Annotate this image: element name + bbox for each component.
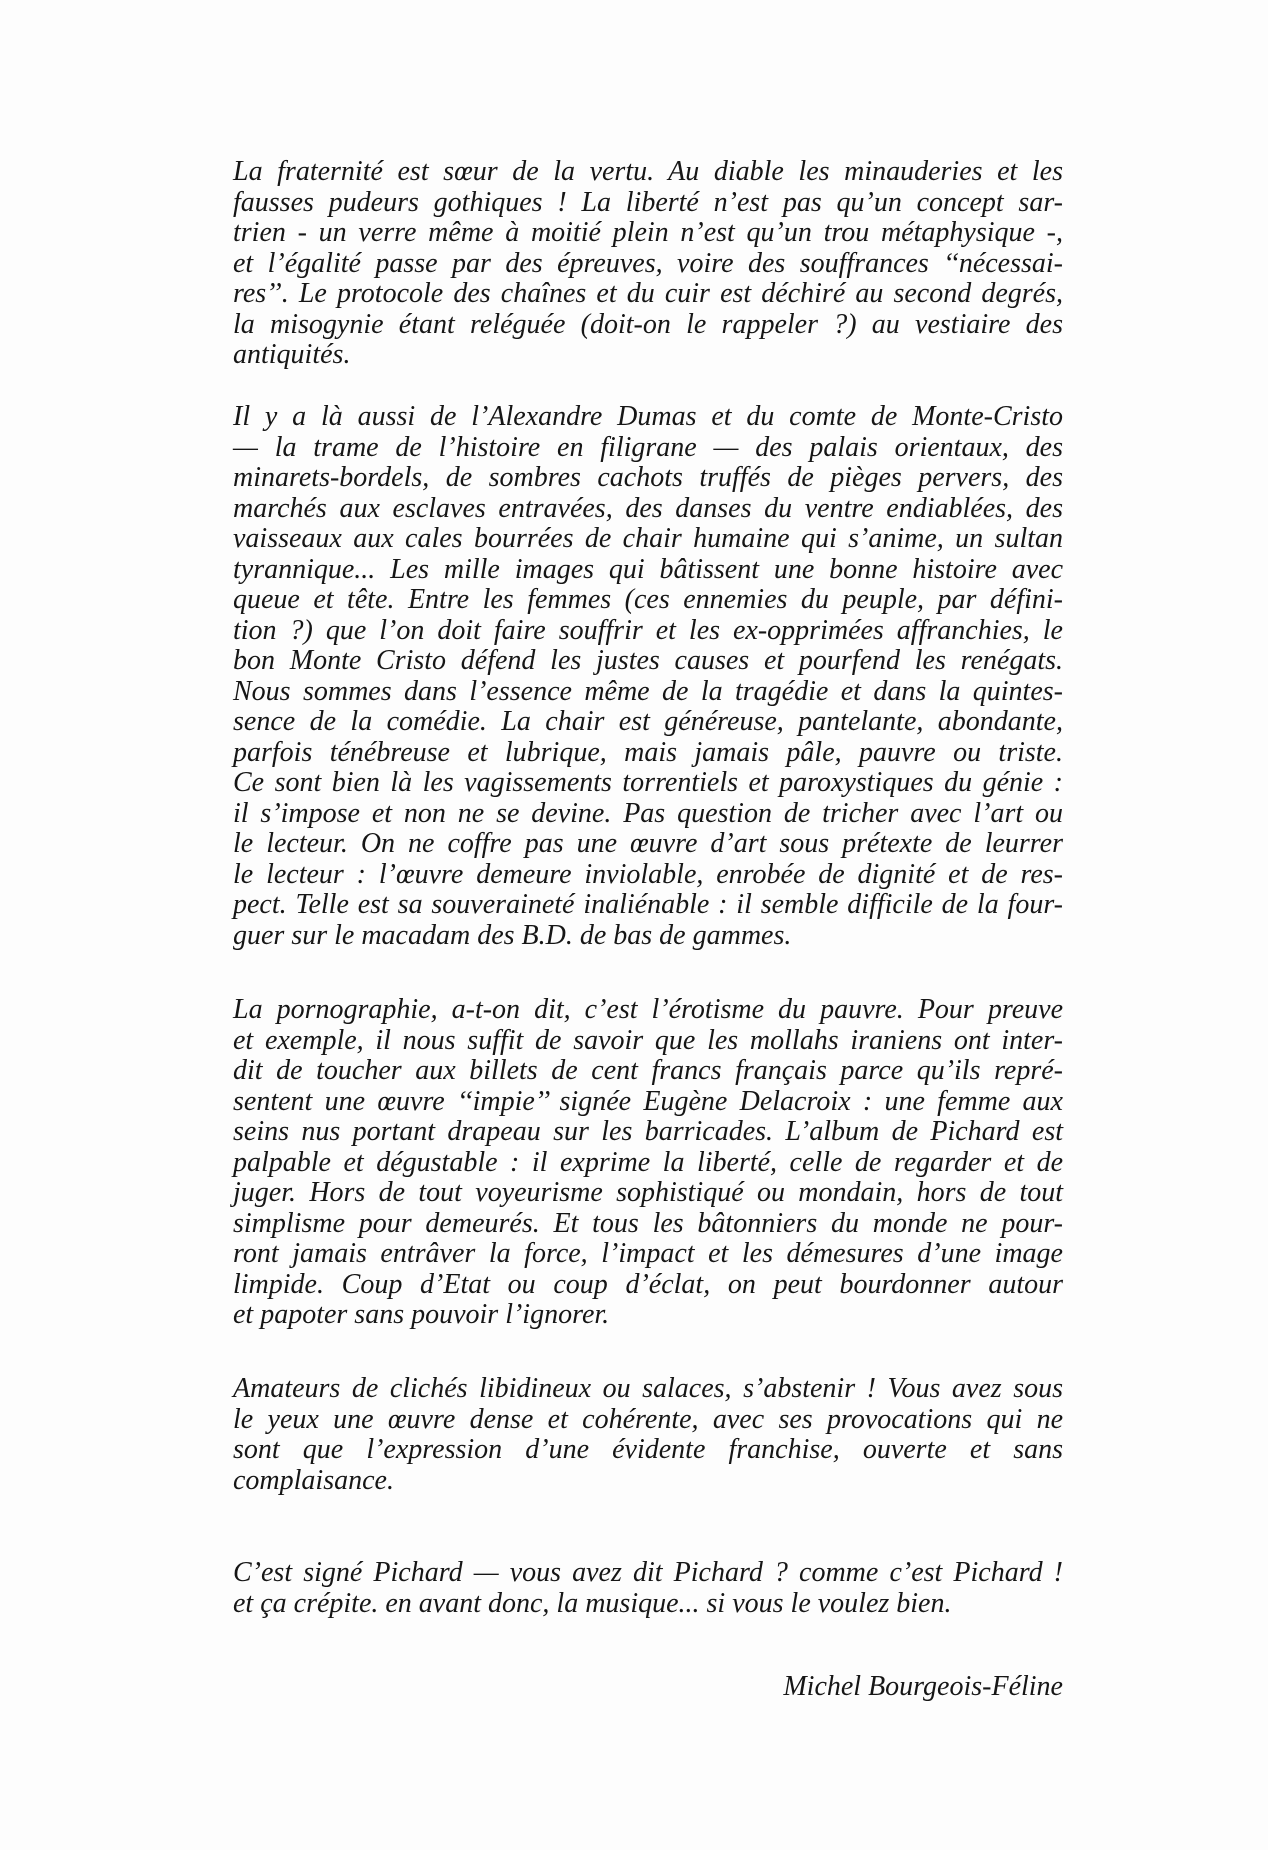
text-line: antiquités. bbox=[233, 339, 351, 370]
paragraph-amateurs bbox=[233, 1374, 1063, 1496]
text-line: — la trame de l’histoire en filigrane — des palais orientaux, des bbox=[233, 431, 1063, 463]
paragraph-pornographie bbox=[233, 995, 1063, 1331]
text-line: le yeux une œuvre dense et cohérente, avec ses provocations qui ne bbox=[233, 1403, 1063, 1435]
text-line: la misogynie étant reléguée (doit-on le rappeler ?) au vestiaire des bbox=[233, 308, 1063, 340]
text-line: fausses pudeurs gothiques ! La liberté n’est pas qu’un concept sar- bbox=[233, 186, 1063, 218]
text-line: Amateurs de clichés libidineux ou salaces, s’abstenir ! Vous avez sous bbox=[233, 1373, 1063, 1404]
text-line: complaisance. bbox=[233, 1464, 394, 1496]
text-line: res’’. Le protocole des chaînes et du cuir est déchiré au second degrés, bbox=[233, 278, 1063, 309]
text-line: limpide. Coup d’Etat ou coup d’éclat, on peut bourdonner autour bbox=[233, 1268, 1063, 1300]
text-line: et exemple, il nous suffit de savoir que les mollahs iraniens ont inter- bbox=[233, 1024, 1063, 1056]
text-line: bon Monte Cristo défend les justes causes et pourfend les renégats. bbox=[233, 645, 1063, 676]
text-line: simplisme pour demeurés. Et tous les bâtonniers du monde ne pour- bbox=[233, 1207, 1063, 1239]
text-line: parfois ténébreuse et lubrique, mais jamais pâle, pauvre ou triste. bbox=[233, 736, 1063, 768]
text-line: il s’impose et non ne se devine. Pas question de tricher avec l’art ou bbox=[233, 797, 1063, 829]
text-line: dit de toucher aux billets de cent francs français parce qu’ils repré- bbox=[233, 1055, 1063, 1086]
paragraph-pichard bbox=[233, 1558, 1063, 1619]
text-line: minarets-bordels, de sombres cachots truffés de pièges pervers, des bbox=[233, 462, 1063, 493]
text-line: juger. Hors de tout voyeurisme sophistiqué ou mondain, hors de tout bbox=[233, 1177, 1063, 1208]
text-line: trien - un verre même à moitié plein n’est qu’un trou métaphysique -, bbox=[233, 217, 1063, 248]
text-line: guer sur le macadam des B.D. de bas de gammes. bbox=[233, 919, 792, 951]
text-line: La pornographie, a-t-on dit, c’est l’érotisme du pauvre. Pour preuve bbox=[233, 994, 1063, 1025]
text-line: le lecteur : l’œuvre demeure inviolable, enrobée de dignité et de res- bbox=[233, 858, 1063, 890]
text-line: marchés aux esclaves entravées, des danses du ventre endiablées, des bbox=[233, 492, 1063, 524]
text-line: Il y a là aussi de l’Alexandre Dumas et du comte de Monte-Cristo bbox=[233, 401, 1063, 432]
text-line: Nous sommes dans l’essence même de la tragédie et dans la quintes- bbox=[233, 675, 1063, 707]
text-line: et papoter sans pouvoir l’ignorer. bbox=[233, 1299, 610, 1330]
author-signature: Michel Bourgeois-Féline bbox=[783, 1671, 1063, 1702]
text-line: sentent une œuvre ‘‘impie’’ signée Eugène Delacroix : une femme aux bbox=[233, 1085, 1063, 1117]
paragraph-fraternite bbox=[233, 157, 1063, 371]
text-line: sont que l’expression d’une évidente franchise, ouverte et sans bbox=[233, 1434, 1063, 1465]
text-line: seins nus portant drapeau sur les barricades. L’album de Pichard est bbox=[233, 1116, 1063, 1147]
text-line: ront jamais entrâver la force, l’impact et les démesures d’une image bbox=[233, 1238, 1063, 1269]
text-line: et l’égalité passe par des épreuves, voire des souffrances ‘‘nécessai- bbox=[233, 247, 1063, 279]
text-line: palpable et dégustable : il exprime la liberté, celle de regarder et de bbox=[233, 1146, 1063, 1178]
paragraph-monte-cristo bbox=[233, 402, 1063, 951]
text-line: C’est signé Pichard — vous avez dit Pichard ? comme c’est Pichard ! bbox=[233, 1557, 1063, 1588]
text-line: et ça crépite. en avant donc, la musique... si vous le voulez bien. bbox=[233, 1587, 952, 1619]
text-line: vaisseaux aux cales bourrées de chair humaine qui s’anime, un sultan bbox=[233, 523, 1063, 554]
text-line: queue et tête. Entre les femmes (ces ennemies du peuple, par défini- bbox=[233, 584, 1063, 615]
text-line: pect. Telle est sa souveraineté inaliénable : il semble difficile de la four- bbox=[233, 889, 1063, 920]
text-line: Ce sont bien là les vagissements torrentiels et paroxystiques du génie : bbox=[233, 767, 1063, 798]
text-line: La fraternité est sœur de la vertu. Au diable les minauderies et les bbox=[233, 156, 1063, 187]
text-line: le lecteur. On ne coffre pas une œuvre d’art sous prétexte de leurrer bbox=[233, 828, 1063, 859]
text-line: tion ?) que l’on doit faire souffrir et les ex-opprimées affranchies, le bbox=[233, 614, 1063, 646]
text-line: sence de la comédie. La chair est généreuse, pantelante, abondante, bbox=[233, 706, 1063, 737]
text-line: tyrannique... Les mille images qui bâtissent une bonne histoire avec bbox=[233, 553, 1063, 585]
